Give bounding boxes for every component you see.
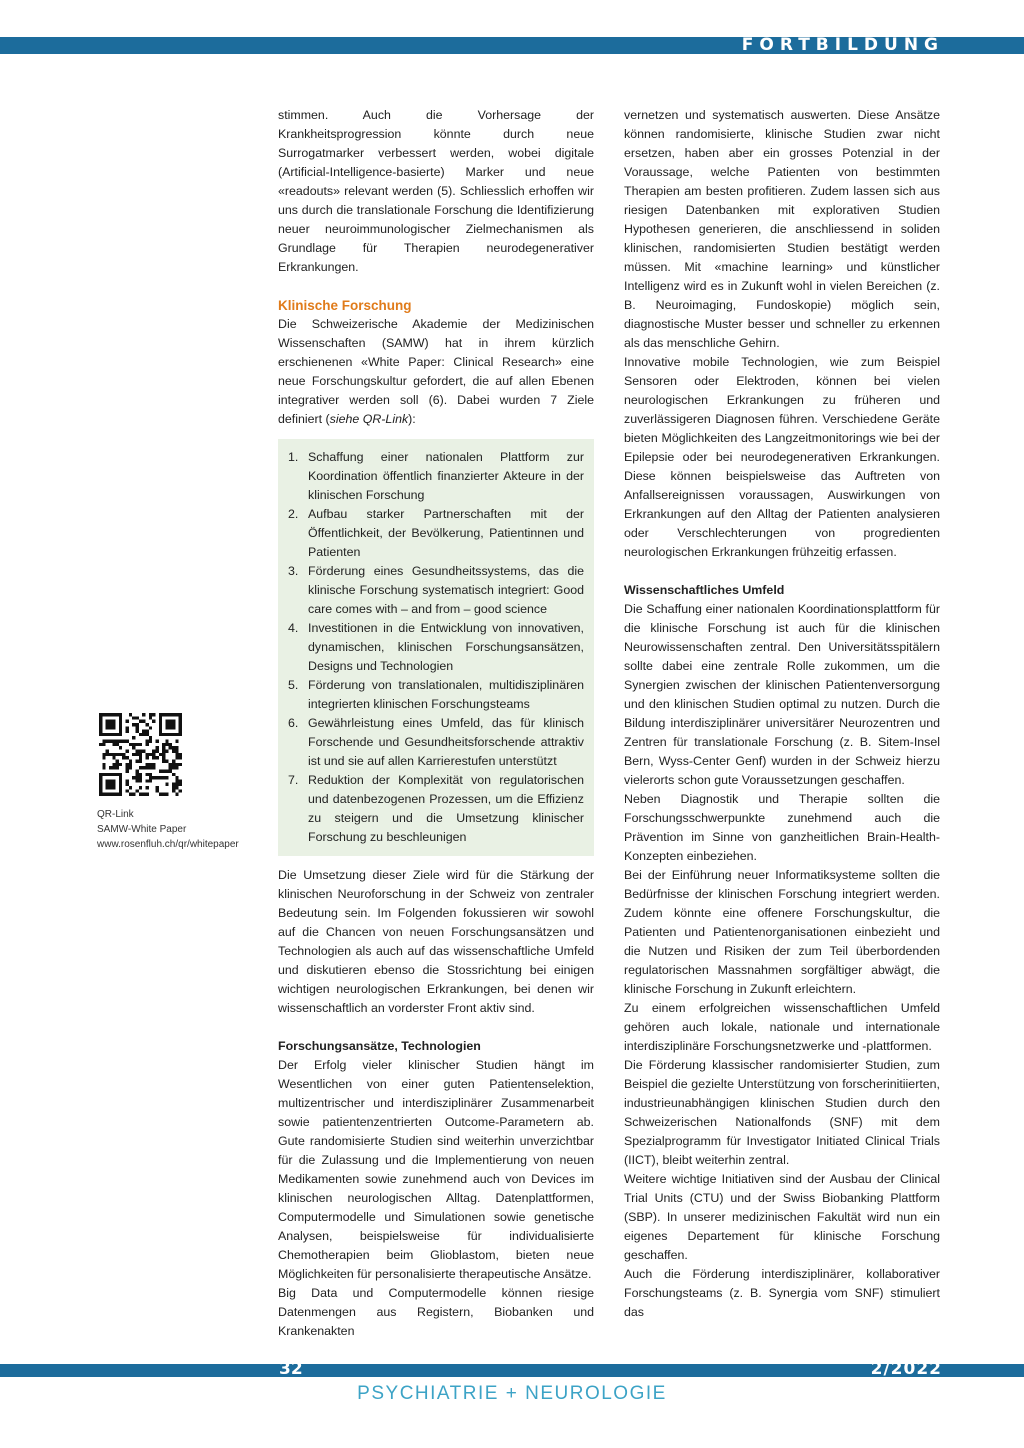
goal-item: 2. Aufbau starker Partnerschaften mit der Öffentlichkeit, der Bevölkerung, Patientinnen und Patienten xyxy=(288,507,584,559)
column-right xyxy=(624,106,940,1322)
paragraph: Weitere wichtige Initiativen sind der Ausbau der Clinical Trial Units (CTU) und der Swiss Biobanking Plattform (SBP). In unserer medizinischen Fakultät wird nun ein eigenes Departement für klinische Forschung geschaffen. xyxy=(624,1172,940,1262)
paragraph: stimmen. Auch die Vorhersage der Krankheitsprogression könnte durch neue Surrogatmarker verbessert werden, wobei digitale (Artificial-Intelligence-basierte) Marker und neue «readouts» relevant werden (5). Schliesslich erhoffen wir uns durch die translationale Forschung die Identifizierung neuer neuroimmunologischer Zielmechanismen als Grundlage für Therapien neurodegenerativer Erkrankungen. xyxy=(278,108,594,274)
goal-item: 7. Reduktion der Komplexität von regulatorischen und datenbezogenen Prozessen, um die Effizienz zu steigern und die Umsetzung klinischer Forschung zu beschleunigen xyxy=(288,773,584,844)
goal-item: 5. Förderung von translationalen, multidisziplinären integrierten klinischen Forschungsteams xyxy=(288,678,584,711)
goals-box xyxy=(278,439,594,856)
goal-item: 1. Schaffung einer nationalen Plattform zur Koordination öffentlich finanzierter Akteure in der klinischen Forschung xyxy=(288,450,584,502)
qr-url[interactable]: www.rosenfluh.ch/qr/whitepaper xyxy=(97,839,239,850)
paragraph: Der Erfolg vieler klinischer Studien hängt im Wesentlichen von einer guten Patientenselektion, multizentrischer und interdisziplinärer Zusammenarbeit sowie patientenzentrierten Outcome-Parametern ab. Gute randomisierte Studien sind weiterhin unverzichtbar für die Zulassung und die Implementierung von neuen Medikamenten sowie zunehmend auch von Devices im klinischen neurologischen Alltag. Datenplattformen, Computermodelle und Simulationen sowie genetische Analysen, beispielsweise für individualisierte Chemotherapien beim Glioblastom, bieten neue Möglichkeiten für personalisierte therapeutische Ansätze. xyxy=(278,1058,594,1281)
paragraph: Auch die Förderung interdisziplinärer, kollaborativer Forschungsteams (z. B. Synergia vom SNF) stimuliert das xyxy=(624,1267,940,1319)
heading-wissenschaftliches-umfeld: Wissenschaftliches Umfeld xyxy=(624,583,785,597)
qr-code[interactable] xyxy=(99,713,182,796)
section-label: FORTBILDUNG xyxy=(741,35,944,55)
paragraph: Die Schaffung einer nationalen Koordinationsplattform für die klinische Forschung ist auch für die klinischen Neurowissenschaften zentral. Den Universitätsspitälern sollte dabei eine zentrale Rolle zukommen, um die Synergien zwischen der klinischen Patientenversorgung und den klinischen Studien optimal zu nutzen. Durch die Bildung interdisziplinärer universitärer Neurozentren und Zentren für translationale Forschung (z. B. Sitem-Insel Bern, Wyss-Center Genf) wurden in der Schweiz hierzu vielerorts schon gute Voraussetzungen geschaffen. xyxy=(624,602,940,787)
goal-item: 4. Investitionen in die Entwicklung von innovativen, dynamischen, klinischen Forschungsansätzen, Designs und Technologien xyxy=(288,621,584,673)
paragraph: Die Förderung klassischer randomisierter Studien, zum Beispiel die gezielte Unterstützung von forscherinitiierten, industrieunabhängigen klinischen Studien durch den Schweizerischen Nationalfonds (SNF) mit dem Spezialprogramm für Investigator Initiated Clinical Trials (IICT), bleibt weiterhin zentral. xyxy=(624,1058,940,1167)
paragraph: vernetzen und systematisch auswerten. Diese Ansätze können randomisierte, klinische Studien zwar nicht ersetzen, haben aber ein grosses Potenzial in der Voraussage, welche Patienten von bestimmten Therapien am besten profitieren. Zudem lassen sich aus riesigen Datenbanken mit explorativen Studien Hypothesen generieren, die anschliessend in soliden klinischen, randomisierten Studien bestätigt werden müssen. Mit «machine learning» und künstlicher Intelligenz wird es in Zukunft wohl in vielen Bereichen (z. B. Neuroimaging, Fundoskopie) möglich sein, diagnostische Muster besser und schneller zu erkennen als das menschliche Gehirn. xyxy=(624,108,940,350)
heading-forschungsansaetze: Forschungsansätze, Technologien xyxy=(278,1039,481,1053)
paragraph: Neben Diagnostik und Therapie sollten die Forschungsschwerpunkte zunehmend auch die Prävention im Sinne von ganzheitlichen Brain-Health-Konzepten einbeziehen. xyxy=(624,792,940,863)
goal-item: 6. Gewährleistung eines Umfeld, das für klinisch Forschende und Gesundheitsforschende attraktiv ist und sie auf allen Karrierestufen unterstützt xyxy=(288,716,584,768)
issue-number: 2/2022 xyxy=(870,1359,942,1379)
qr-reference: siehe QR-Link xyxy=(329,412,409,426)
goal-item: 3. Förderung eines Gesundheitssystems, das die klinische Forschung systematisch integriert: Good care comes with – and from – good science xyxy=(288,564,584,616)
paragraph: Bei der Einführung neuer Informatiksysteme sollten die Bedürfnisse der klinischen Forschung integriert werden. Zudem könnte eine offenere Forschungskultur, die Patienten und Patientenorganisationen einbezieht und die Nutzen und Risiken der zum Teil überbordenden regulatorischen Massnahmen sorgfältiger abwägt, die klinische Forschung in Zukunft erleichtern. xyxy=(624,868,940,996)
journal-title: PSYCHIATRIE + NEUROLOGIE xyxy=(357,1383,667,1404)
paragraph: Big Data und Computermodelle können riesige Datenmengen aus Registern, Biobanken und Krankenakten xyxy=(278,1286,594,1338)
qr-caption xyxy=(97,807,239,852)
paragraph: Zu einem erfolgreichen wissenschaftlichen Umfeld gehören auch lokale, nationale und internationale interdisziplinäre Forschungsnetzwerke und -plattformen. xyxy=(624,1001,940,1053)
paragraph: Die Umsetzung dieser Ziele wird für die Stärkung der klinischen Neuroforschung in der Schweiz von zentraler Bedeutung sein. Im Folgenden fokussieren wir sowohl auf die Chancen von neuen Forschungsansätzen und Technologien als auch auf das wissenschaftliche Umfeld und diskutieren ebenso die Stossrichtung bei einigen wichtigen neurologischen Erkrankungen, bei denen wir wissenschaftlich an vorderster Front aktiv sind. xyxy=(278,868,594,1015)
paragraph: Innovative mobile Technologien, wie zum Beispiel Sensoren oder Elektroden, können bei vielen neurologischen Erkrankungen zu früheren und zuverlässigeren Diagnosen führen. Verschiedene Geräte bieten Möglichkeiten des Langzeitmonitorings wie bei der Epilepsie oder bei neurodegenerativen Erkrankungen. Diese können beispielsweise das Auftreten von Anfallsereignissen voraussagen, Auswirkungen von Erkrankungen auf den Alltag der Patienten analysieren oder Verschlechterungen von progredienten neurologischen Erkrankungen frühzeitig erfassen. xyxy=(624,355,940,559)
heading-klinische-forschung: Klinische Forschung xyxy=(278,298,412,313)
qr-label: QR-Link xyxy=(97,809,134,820)
goals-list xyxy=(288,448,584,847)
paragraph: Die Schweizerische Akademie der Medizinischen Wissenschaften (SAMW) hat in ihrem kürzlich erschienenen «White Paper: Clinical Research» eine neue Forschungskultur gefordert, die auf allen Ebenen integrativer werden soll (6). Dabei wurden 7 Ziele definiert (siehe QR-Link): xyxy=(278,317,594,426)
qr-title: SAMW-White Paper xyxy=(97,824,187,835)
page-number: 32 xyxy=(279,1359,303,1379)
column-left xyxy=(278,106,594,1341)
